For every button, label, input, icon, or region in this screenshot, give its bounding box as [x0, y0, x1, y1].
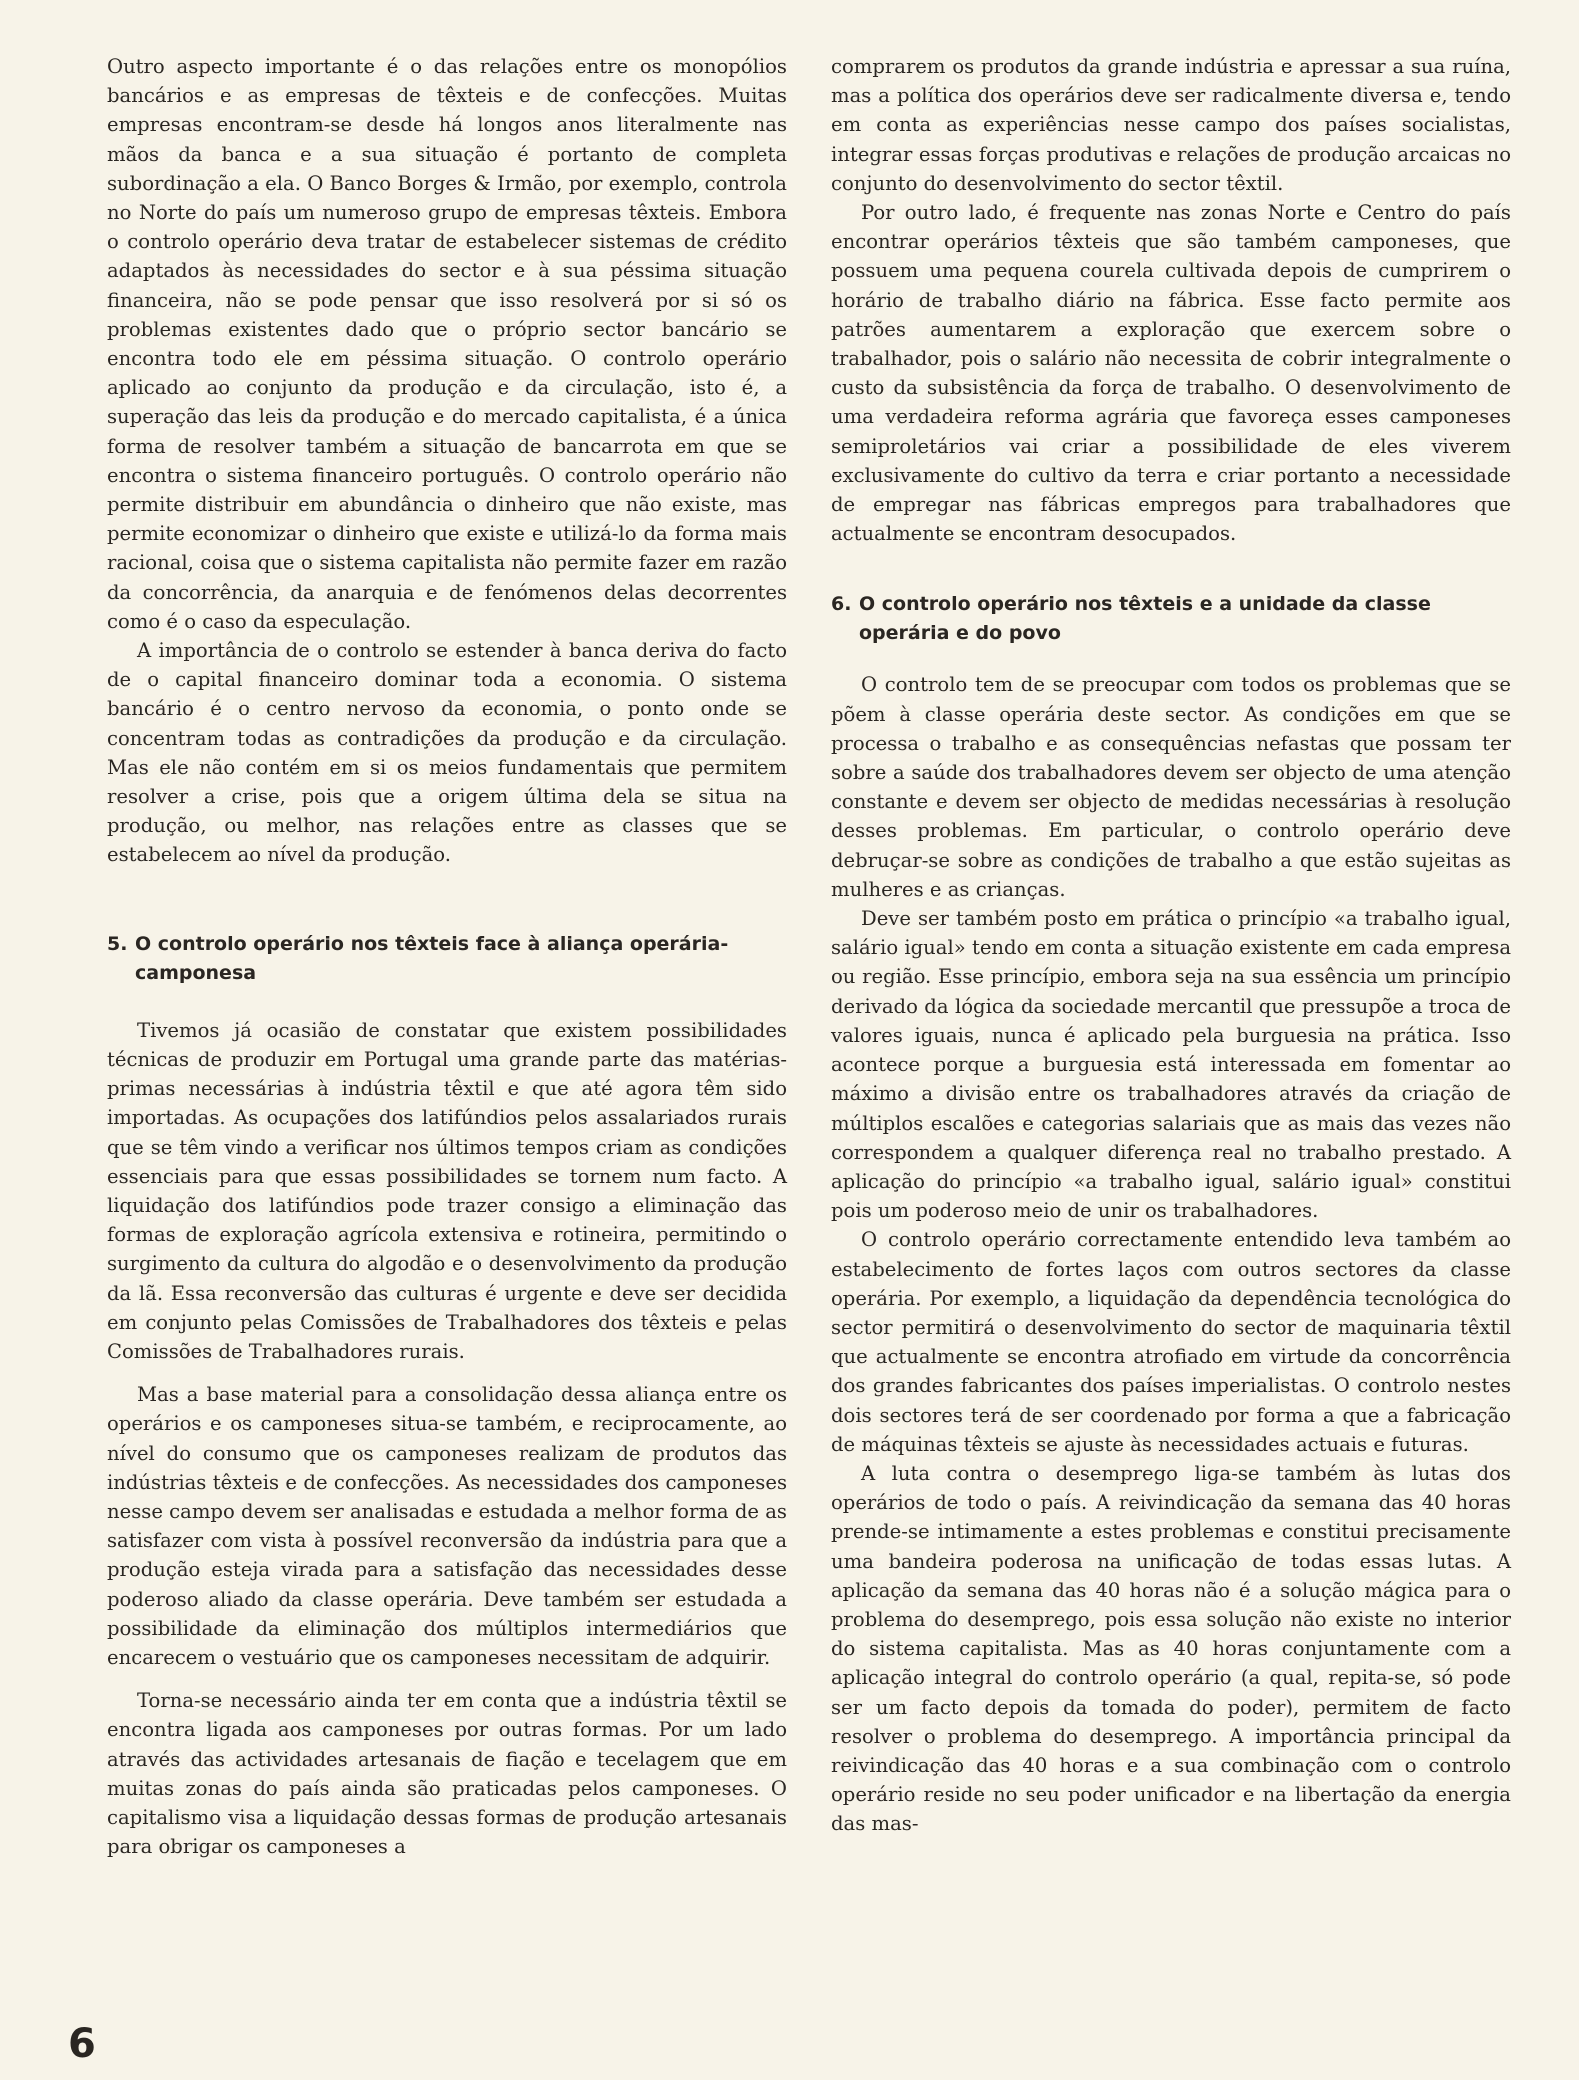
paragraph: O controlo operário correctamente entendido leva também ao estabelecimento de fortes laços com outros sectores da classe operária. Por exemplo, a liquidação da dependência tecnológica do sector permitirá o desenvolvimento do sector de maquinaria têxtil que actualmente se encontra atrofiado em virtude da concorrência dos grandes fabricantes dos países imperialistas. O controlo nestes dois sectores terá de ser coordenado por forma a que a fabricação de máquinas têxteis se ajuste às necessidades actuais e futuras.: [831, 1228, 1511, 1456]
section-title: O controlo operário nos têxteis e a unidade da classe operária e do povo: [859, 593, 1431, 645]
section-number: 5.: [107, 932, 128, 955]
paragraph: Tivemos já ocasião de constatar que existem possibilidades técnicas de produzir em Portugal uma grande parte das matérias-primas necessárias à indústria têxtil e que até agora têm sido importadas. As ocupações dos latifúndios pelos assalariados rurais que se têm vindo a verificar nos últimos tempos criam as condições essenciais para que essas possibilidades se tornem num facto. A liquidação dos latifúndios pode trazer consigo a eliminação das formas de exploração agrícola extensiva e rotineira, permitindo o surgimento da cultura do algodão e o desenvolvimento da produção da lã. Essa reconversão das culturas é urgente e deve ser decidida em conjunto pelas Comissões de Trabalhadores dos têxteis e pelas Comissões de Trabalhadores rurais.: [107, 1018, 787, 1363]
paragraph: O controlo tem de se preocupar com todos os problemas que se põem à classe operária deste sector. As condições em que se processa o trabalho e as consequências nefastas que possam ter sobre a saúde dos trabalhadores devem ser objecto de uma atenção constante e devem ser objecto de medidas necessárias à resolução desses problemas. Em particular, o controlo operário deve debruçar-se sobre as condições de trabalho a que estão sujeitas as mulheres e as crianças.: [831, 673, 1511, 901]
paragraph: Torna-se necessário ainda ter em conta que a indústria têxtil se encontra ligada aos camponeses por outras formas. Por um lado através das actividades artesanais de fiação e tecelagem que em muitas zonas do país ainda são praticadas pelos camponeses. O capitalismo visa a liquidação dessas formas de produção artesanais para obrigar os camponeses a: [107, 1689, 787, 1859]
paragraph: Por outro lado, é frequente nas zonas Norte e Centro do país encontrar operários têxteis que são também camponeses, que possuem uma pequena courela cultivada depois de cumprirem o horário de trabalho diário na fábrica. Esse facto permite aos patrões aumentarem a exploração que exercem sobre o trabalhador, pois o salário não necessita de cobrir integralmente o custo da subsistência da força de trabalho. O desenvolvimento de uma verdadeira reforma agrária que favoreça esses camponeses semiproletários vai criar a possibilidade de eles viverem exclusivamente do cultivo da terra e criar portanto a necessidade de empregar nas fábricas empregos para trabalhadores que actualmente se encontram desocupados.: [831, 201, 1511, 546]
paragraph: Mas a base material para a consolidação dessa aliança entre os operários e os camponeses situa-se também, e reciprocamente, ao nível do consumo que os camponeses realizam de produtos das indústrias têxteis e de confecções. As necessidades dos camponeses nesse campo devem ser analisadas e estudada a melhor forma de as satisfazer com vista à possível reconversão da indústria para que a produção esteja virada para a satisfação das necessidades desse poderoso aliado da classe operária. Deve também ser estudada a possibilidade da eliminação dos múltiplos intermediários que encarecem o vestuário que os camponeses necessitam de adquirir.: [107, 1383, 787, 1669]
left-column: [107, 52, 787, 1861]
right-column: [831, 52, 1511, 1839]
section-number: 6.: [831, 593, 852, 616]
paragraph: Deve ser também posto em prática o princípio «a trabalho igual, salário igual» tendo em conta a situação existente em cada empresa ou região. Esse princípio, embora seja na sua essência um princípio derivado da lógica da sociedade mercantil que pressupõe a troca de valores iguais, nunca é aplicado pela burguesia na prática. Isso acontece porque a burguesia está interessada em fomentar ao máximo a divisão entre os trabalhadores através da criação de múltiplos escalões e categorias salariais que as mais das vezes não correspondem a qualquer diferença real no trabalho prestado. A aplicação do princípio «a trabalho igual, salário igual» constitui pois um poderoso meio de unir os trabalhadores.: [831, 907, 1511, 1223]
section-heading-6: [831, 590, 1511, 648]
paragraph: A luta contra o desemprego liga-se também às lutas dos operários de todo o país. A reivindicação da semana das 40 horas prende-se intimamente a estes problemas e constitui precisamente uma bandeira poderosa na unificação de todas essas lutas. A aplicação da semana das 40 horas não é a solução mágica para o problema do desemprego, pois essa solução não existe no interior do sistema capitalista. Mas as 40 horas conjuntamente com a aplicação integral do controlo operário (a qual, repita-se, só pode ser um facto depois da tomada do poder), permitem de facto resolver o problema do desemprego. A importância principal da reivindicação das 40 horas e a sua combinação com o controlo operário reside no seu poder unificador e na libertação da energia das mas-: [831, 1461, 1511, 1836]
section-title: O controlo operário nos têxteis face à aliança operária-camponesa: [135, 932, 729, 984]
paragraph: Outro aspecto importante é o das relações entre os monopólios bancários e as empresas de têxteis e de confecções. Muitas empresas encontram-se desde há longos anos literalmente nas mãos da banca e a sua situação é portanto de completa subordinação a ela. O Banco Borges & Irmão, por exemplo, controla no Norte do país um numeroso grupo de empresas têxteis. Embora o controlo operário deva tratar de estabelecer sistemas de crédito adaptados às necessidades do sector e à sua péssima situação financeira, não se pode pensar que isso resolverá por si só os problemas existentes dado que o próprio sector bancário se encontra todo ele em péssima situação. O controlo operário aplicado ao conjunto da produção e da circulação, isto é, a superação das leis da produção e do mercado capitalista, é a única forma de resolver também a situação de bancarrota em que se encontra o sistema financeiro português. O controlo operário não permite distribuir em abundância o dinheiro que não existe, mas permite economizar o dinheiro que existe e utilizá-lo da forma mais racional, coisa que o sistema capitalista não permite fazer em razão da concorrência, da anarquia e de fenómenos delas decorrentes como é o caso da especulação.: [107, 55, 787, 633]
paragraph: A importância de o controlo se estender à banca deriva do facto de o capital financeiro dominar toda a economia. O sistema bancário é o centro nervoso da economia, o ponto onde se concentram todas as contradições da produção e da circulação. Mas ele não contém em si os meios fundamentais que permitem resolver a crise, pois que a origem última dela se situa na produção, ou melhor, nas relações entre as classes que se estabelecem ao nível da produção.: [107, 639, 787, 867]
section-heading-5: [107, 930, 787, 988]
page-number: 6: [68, 2021, 96, 2067]
paragraph: comprarem os produtos da grande indústria e apressar a sua ruína, mas a política dos operários deve ser radicalmente diversa e, tendo em conta as experiências nesse campo dos países socialistas, integrar essas forças produtivas e relações de produção arcaicas no conjunto do desenvolvimento do sector têxtil.: [831, 55, 1511, 195]
